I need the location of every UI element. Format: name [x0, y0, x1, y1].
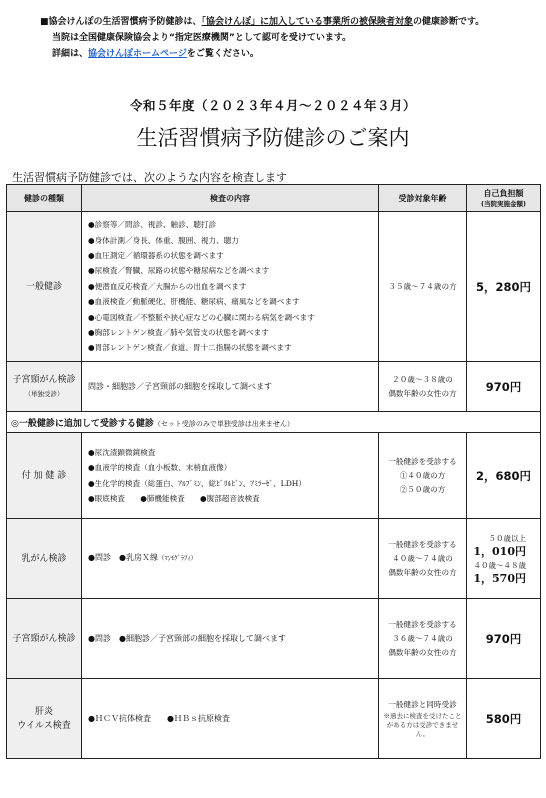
list-item: ●尿検査／腎臓、尿路の状態や糖尿病などを調べます — [88, 266, 270, 276]
header-price-label: 自己負担額 — [483, 189, 524, 198]
section-filler — [379, 412, 541, 433]
row-content — [82, 212, 379, 362]
age-line: ３６歳～７４歳の — [392, 633, 453, 643]
section-title: ◎一般健診に追加して受診する健診 — [11, 418, 154, 429]
table-header-row — [7, 185, 541, 212]
section-row — [7, 412, 541, 433]
notice-text: ■協会けんぽの生活習慣病予防健診は、 — [40, 17, 202, 27]
age-line: 一般健診と同時受診 — [388, 700, 457, 709]
row-price: 580円 — [467, 679, 541, 759]
table-row — [7, 679, 541, 759]
row-name-sub: （単独受診） — [24, 389, 64, 398]
row-name: 付 加 健 診 — [7, 433, 82, 519]
list-item: ●血圧測定／循環器系の状態を調べます — [88, 250, 224, 260]
price-value: 1，570円 — [473, 571, 526, 585]
list-item: ●身体計測／身長、体重、腹囲、視力、聴力 — [88, 235, 239, 245]
header-notice — [40, 14, 540, 62]
row-name: 乳がん検診 — [7, 519, 82, 599]
row-age — [379, 679, 467, 759]
row-content: 問診・細胞診／子宮頸部の細胞を採取して調べます — [82, 362, 379, 412]
age-line: ４０歳～７４歳の — [392, 553, 453, 563]
age-line: ２０歳～３８歳の — [392, 374, 453, 384]
row-price: 5，280円 — [467, 212, 541, 362]
notice-text: の健康診断です。 — [413, 17, 485, 27]
list-item: ●診察等／問診、視診、触診、聴打診 — [88, 220, 217, 230]
age-line: 一般健診を受診する — [388, 456, 457, 466]
age-line: 一般健診を受診する — [388, 619, 457, 629]
row-content — [82, 433, 379, 519]
price-label: ５０歳以上 — [488, 533, 526, 543]
header-type: 健診の種類 — [7, 185, 82, 212]
header-age: 受診対象年齢 — [379, 185, 467, 212]
row-name — [7, 679, 82, 759]
row-age — [379, 433, 467, 519]
row-content — [82, 519, 379, 599]
table-row — [7, 362, 541, 412]
list-item: ●血液学的検査（血小板数、末梢血液像） — [88, 463, 232, 473]
additional-section-label — [7, 412, 379, 433]
list-item: ●便潜血反応検査／大腸からの出血を調べます — [88, 281, 247, 291]
notice-line-1 — [40, 14, 540, 30]
page-title: 生活習慣病予防健診のご案内 — [136, 126, 410, 150]
age-line: ②５０歳の方 — [399, 484, 446, 494]
row-price: 2，680円 — [467, 433, 541, 519]
age-line: ①４０歳の方 — [399, 470, 446, 480]
list-item: ●生化学的検査（総蛋白、ｱﾙﾌﾞﾐﾝ、総ﾋﾞﾘﾙﾋﾞﾝ、ｱﾐﾗｰｾﾞ、LDH） — [88, 478, 307, 488]
notice-text: をご覧ください。 — [186, 49, 259, 59]
notice-text: 詳細は、 — [52, 49, 89, 59]
price-value: 1，010円 — [473, 544, 526, 558]
table-row — [7, 212, 541, 362]
list-item: ●血液検査／動脈硬化、肝機能、糖尿病、痛風などを調べます — [88, 297, 300, 307]
row-age — [379, 362, 467, 412]
notice-line-3 — [40, 46, 540, 62]
row-content: ●ＨＣＶ抗体検査 ●ＨＢｓ抗原検査 — [82, 679, 379, 759]
checkup-table — [6, 184, 541, 759]
notice-emphasis: 「協会けんぽ」に加入している事業所の被保険者対象 — [201, 17, 414, 27]
age-line: 偶数年齢の女性の方 — [388, 388, 457, 398]
row-name-text: 肝炎 — [34, 706, 53, 717]
table-row — [7, 519, 541, 599]
list-item: ●胸部レントゲン検査／肺や気管支の状態を調べます — [88, 328, 269, 338]
notice-line-2: 当院は全国健康保険協会より“指定医療機関”として認可を受けています。 — [52, 33, 352, 43]
content-text: ●問診 ●乳房Ｘ線 — [88, 553, 158, 563]
row-content: ●問診 ●細胞診／子宮頸部の細胞を採取して調べます — [82, 599, 379, 679]
header-price-sub: (当院実施金額) — [481, 200, 526, 208]
row-age — [379, 599, 467, 679]
kyokai-homepage-link[interactable]: 協会けんぽホームページ — [88, 49, 187, 59]
fiscal-year-label: 令和５年度（２０２３年４月～２０２４年３月） — [129, 98, 416, 113]
row-price — [467, 519, 541, 599]
row-name-text: ウイルス検査 — [17, 720, 71, 731]
age-line: 偶数年齢の女性の方 — [388, 647, 457, 657]
row-price: 970円 — [467, 599, 541, 679]
row-name — [7, 362, 82, 412]
content-sub: （ﾏﾝﾓｸﾞﾗﾌｨ） — [157, 554, 197, 563]
list-item: ●心電図検査／不整脈や狭心症などの心臓に関わる病気を調べます — [88, 312, 315, 322]
table-row — [7, 433, 541, 519]
age-note: ※過去に検査を受けたことがある方は受診できません。 — [383, 712, 462, 738]
table-row — [7, 599, 541, 679]
row-name-text: 子宮頸がん検診 — [12, 374, 76, 385]
list-item: ●尿沈渣顕微鏡検査 — [88, 447, 156, 457]
list-item: ●胃部レントゲン検査／食道、胃十二指腸の状態を調べます — [88, 343, 292, 353]
age-line: 偶数年齢の女性の方 — [388, 567, 457, 577]
age-line: 一般健診を受診する — [388, 539, 457, 549]
row-age: ３５歳～７４歳の方 — [379, 212, 467, 362]
intro-text: 生活習慣病予防健診では、次のような内容を検査します — [12, 171, 287, 184]
row-age — [379, 519, 467, 599]
price-label: ４０歳～４８歳 — [473, 560, 526, 570]
row-price: 970円 — [467, 362, 541, 412]
header-price — [467, 185, 541, 212]
row-name: 子宮頸がん検診 — [7, 599, 82, 679]
list-item: ●眼底検査 ●肺機能検査 ●腹部超音波検査 — [88, 493, 260, 503]
header-content: 検査の内容 — [82, 185, 379, 212]
section-note: （セット受診のみで単独受診は出来ません） — [153, 419, 294, 428]
row-name: 一般健診 — [7, 212, 82, 362]
